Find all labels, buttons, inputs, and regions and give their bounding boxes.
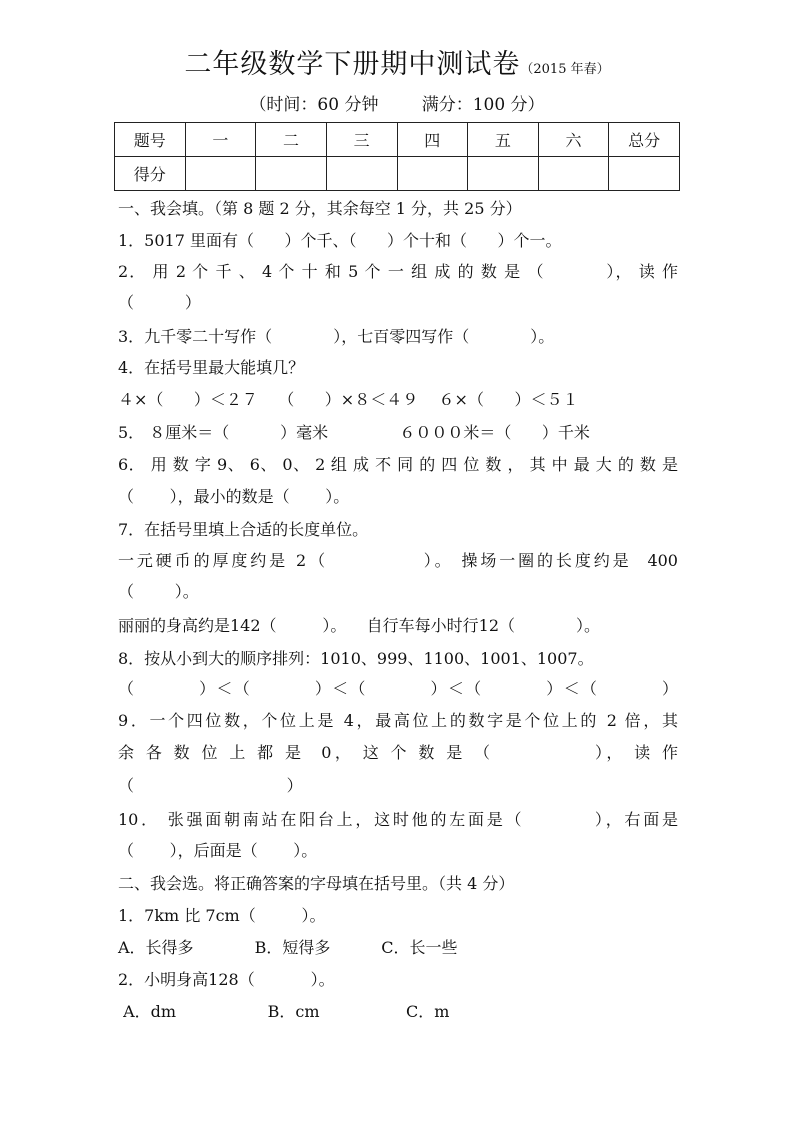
question-line: 余 各 数 位 上 都 是 0， 这 个 数 是 （ ）， 读 作 — [118, 743, 678, 762]
question-line: 8．按从小到大的顺序排列：1010、999、1100、1001、1007。 — [118, 649, 594, 668]
question-line: 1．7km 比 7cm（ ）。 — [118, 906, 326, 925]
question-line: 10． 张强面朝南站在阳台上，这时他的左面是（ ），右面是 — [118, 810, 678, 829]
question-line: 3．九千零二十写作（ ），七百零四写作（ ）。 — [118, 327, 555, 346]
score-table — [114, 122, 680, 191]
question-line: （ ）。 — [118, 582, 199, 601]
question-line: （ ）＜（ ）＜（ ）＜（ ）＜（ ） — [118, 679, 678, 698]
score-table-cell: 五 — [468, 123, 539, 157]
score-table-cell: 二 — [256, 123, 327, 157]
score-row-label: 得分 — [115, 157, 186, 191]
title-year-note: （2015 年春） — [520, 62, 610, 77]
score-blank-cell[interactable] — [397, 157, 468, 191]
score-table-cell: 一 — [185, 123, 256, 157]
question-line: 6． 用 数 字 9、 6、 0、 2 组 成 不 同 的 四 位 数 ， 其 中 最 大 的 数 是 — [118, 455, 678, 474]
question-line: （ ），最小的数是（ ）。 — [118, 487, 350, 506]
question-line: 4．在括号里最大能填几？ — [118, 358, 305, 377]
score-table-cell: 六 — [538, 123, 609, 157]
score-table-cell: 题号 — [115, 123, 186, 157]
score-blank-cell[interactable] — [326, 157, 397, 191]
score-table-cell: 总分 — [609, 123, 680, 157]
question-line: ４×（ ）＜２７ （ ）×８＜４９ ６×（ ）＜５１ — [118, 390, 579, 409]
score-table-cell: 四 — [397, 123, 468, 157]
question-line: （ ） — [118, 776, 303, 795]
question-line: 一元硬币的厚度约是 2（ ）。 操场一圈的长度约是 400 — [118, 551, 678, 570]
score-table-cell: 三 — [326, 123, 397, 157]
question-line: （ ） — [118, 293, 201, 312]
question-line: 2．小明身高128（ ）。 — [118, 970, 335, 989]
option-line: A．dm B．cm C．m — [118, 1002, 450, 1021]
score-blank-cell[interactable] — [256, 157, 327, 191]
question-line: 2． 用 2 个 千 、 4 个 十 和 5 个 一 组 成 的 数 是 （ ）， 读 作 — [118, 262, 678, 281]
exam-time-score: （时间：60 分钟 满分：100 分） — [249, 95, 545, 115]
question-line: 7．在括号里填上合适的长度单位。 — [118, 520, 369, 539]
section-2-heading: 二、我会选。将正确答案的字母填在括号里。（共 4 分） — [118, 874, 515, 893]
question-line: 1．5017 里面有（ ）个千、（ ）个十和（ ）个一。 — [118, 231, 562, 250]
title-main: 二年级数学下册期中测试卷 — [184, 49, 521, 80]
score-table-header-row — [115, 123, 680, 157]
question-line: 5． ８厘米＝（ ）毫米 ６０００米＝（ ）千米 — [118, 423, 590, 442]
score-blank-cell[interactable] — [468, 157, 539, 191]
score-blank-cell[interactable] — [609, 157, 680, 191]
score-blank-cell[interactable] — [185, 157, 256, 191]
section-1-heading: 一、我会填。（第 8 题 2 分，其余每空 1 分，共 25 分） — [118, 199, 522, 218]
question-line: （ ），后面是（ ）。 — [118, 841, 318, 860]
score-blank-cell[interactable] — [538, 157, 609, 191]
score-table-score-row — [115, 157, 680, 191]
exam-title — [0, 42, 794, 81]
question-line: 丽丽的身高约是142（ ）。 自行车每小时行12（ ）。 — [118, 616, 601, 635]
question-line: 9．一个四位数，个位上是 4，最高位上的数字是个位上的 2 倍，其 — [118, 711, 678, 730]
option-line: A．长得多 B．短得多 C．长一些 — [118, 938, 458, 957]
